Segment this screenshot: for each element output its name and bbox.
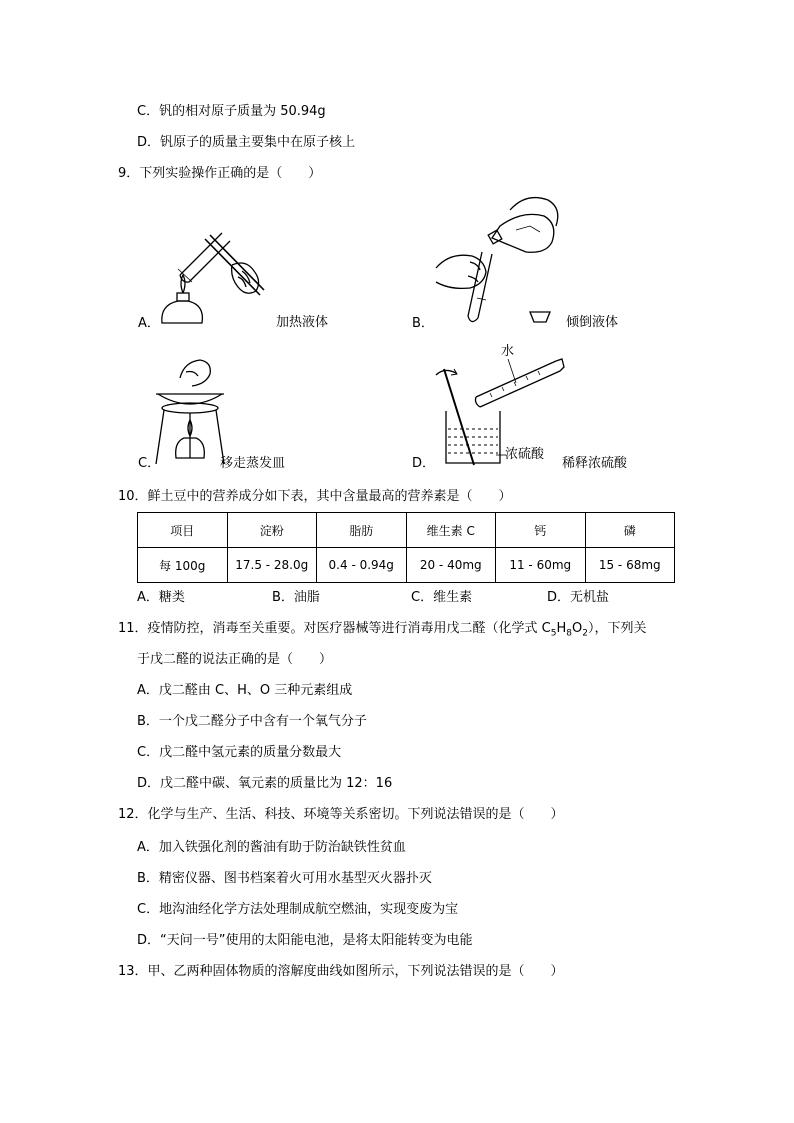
- q9-stem: 9．下列实验操作正确的是（ ）: [118, 166, 322, 181]
- figure-diluting-acid: [430, 345, 570, 470]
- q11-formula-sub-8: 8: [566, 628, 573, 639]
- q11-formula-sub-5: 5: [550, 628, 557, 639]
- figure-heating-liquid: [150, 225, 280, 335]
- q9-option-c-caption: 移走蒸发皿: [220, 456, 286, 471]
- nutrition-table: [137, 512, 675, 583]
- q11-stem-tail: ），下列关: [587, 621, 647, 636]
- table-cell: 11 - 60mg: [496, 548, 586, 583]
- table-header-row: [138, 513, 675, 548]
- q12-option-d: D．“天问一号”使用的太阳能电池，是将太阳能转变为电能: [137, 933, 473, 948]
- q11-stem-text: 11．疫情防控，消毒至关重要。对医疗器械等进行消毒用戊二醛（化学式 C: [118, 621, 551, 636]
- q11-option-c: C．戊二醛中氢元素的质量分数最大: [137, 745, 342, 760]
- q9-option-b-letter: B．: [412, 316, 434, 331]
- table-cell: 每 100g: [138, 548, 228, 583]
- q10-option-b: B．油脂: [272, 590, 320, 605]
- q11-formula-sub-2: 2: [582, 628, 588, 639]
- table-row: [138, 548, 675, 583]
- table-header-cell: 钙: [496, 513, 586, 548]
- table-cell: 0.4 - 0.94g: [317, 548, 407, 583]
- q11-formula-h: H: [556, 621, 567, 636]
- q12-option-a: A．加入铁强化剂的酱油有助于防治缺铁性贫血: [137, 840, 406, 855]
- q9-option-d-caption: 稀释浓硫酸: [562, 456, 628, 471]
- q9-option-a-caption: 加热液体: [276, 315, 329, 330]
- figure-d-acid-label: 浓硫酸: [505, 447, 545, 462]
- q12-option-c: C．地沟油经化学方法处理制成航空燃油，实现变废为宝: [137, 902, 459, 917]
- figure-pouring-liquid: [430, 190, 570, 330]
- table-header-cell: 脂肪: [317, 513, 407, 548]
- table-header-cell: 淀粉: [227, 513, 317, 548]
- q10-option-a: A．糖类: [137, 590, 185, 605]
- q8-option-c: C．钒的相对原子质量为 50.94g: [137, 104, 326, 119]
- q11-option-b: B．一个戊二醛分子中含有一个氧气分子: [137, 714, 367, 729]
- q11-stem-line2: 于戊二醛的说法正确的是（ ）: [137, 652, 333, 667]
- q9-option-c-letter: C．: [138, 456, 161, 471]
- q9-option-d-letter: D．: [412, 456, 436, 471]
- table-header-cell: 维生素 C: [406, 513, 496, 548]
- q11-formula-o: O: [572, 621, 583, 636]
- q12-option-b: B．精密仪器、图书档案着火可用水基型灭火器扑灭: [137, 871, 432, 886]
- q11-option-a: A．戊二醛由 C、H、O 三种元素组成: [137, 683, 353, 698]
- q11-stem-line1: [118, 620, 647, 643]
- table-cell: 20 - 40mg: [406, 548, 496, 583]
- q10-stem: 10．鲜土豆中的营养成分如下表，其中含量最高的营养素是（ ）: [118, 489, 512, 504]
- figure-d-water-label: 水: [501, 344, 515, 359]
- q12-stem: 12．化学与生产、生活、科技、环境等关系密切。下列说法错误的是（ ）: [118, 807, 564, 822]
- q13-stem: 13．甲、乙两种固体物质的溶解度曲线如图所示，下列说法错误的是（ ）: [118, 964, 564, 979]
- table-cell: 17.5 - 28.0g: [227, 548, 317, 583]
- q10-option-d: D．无机盐: [547, 590, 610, 605]
- table-header-cell: 磷: [585, 513, 675, 548]
- table-cell: 15 - 68mg: [585, 548, 675, 583]
- q9-option-b-caption: 倾倒液体: [566, 315, 619, 330]
- table-header-cell: 项目: [138, 513, 228, 548]
- figure-evaporating-dish: [150, 348, 230, 468]
- q8-option-d: D．钒原子的质量主要集中在原子核上: [137, 135, 356, 150]
- q9-option-a-letter: A．: [138, 316, 160, 331]
- q11-option-d: D．戊二醛中碳、氧元素的质量比为 12：16: [137, 776, 393, 791]
- q10-option-c: C．维生素: [411, 590, 473, 605]
